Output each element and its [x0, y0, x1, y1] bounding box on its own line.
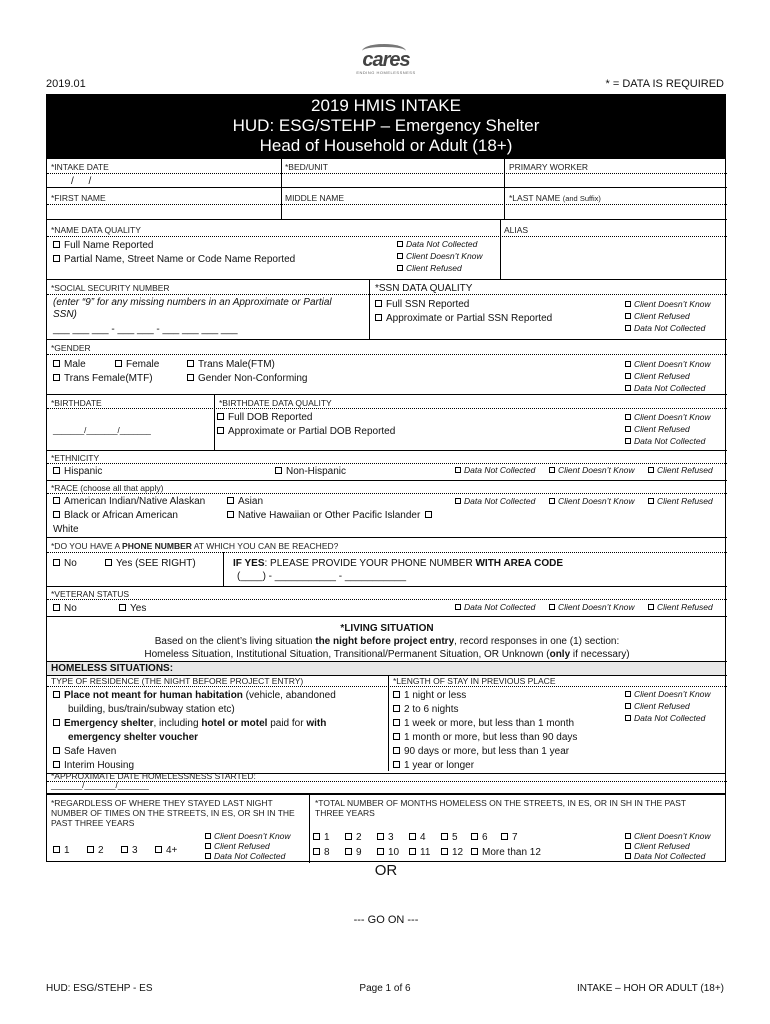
months-option-12[interactable]: 12 [441, 846, 463, 859]
gender-female-option[interactable]: Female [115, 358, 159, 371]
homeless-situations-header: HOMELESS SITUATIONS: [51, 663, 174, 674]
checkbox-icon[interactable] [625, 703, 631, 709]
living-situation-title: *LIVING SITUATION [340, 623, 434, 634]
checkbox-icon[interactable] [625, 385, 631, 391]
required-note: * = DATA IS REQUIRED [605, 78, 724, 90]
checkbox-icon[interactable] [501, 833, 508, 840]
living-situation-intro: Based on the client’s living situation the night before project entry, record responses in one (1) section: [154, 636, 620, 647]
ssn-doesnt-know-option[interactable]: Client Doesn’t Know [625, 298, 711, 310]
ssn-field[interactable]: ___ ___ ___ - ___ ___ - ___ ___ ___ ___ [53, 324, 238, 335]
checkbox-icon[interactable] [53, 691, 60, 698]
checkbox-icon[interactable] [625, 715, 631, 721]
checkbox-icon[interactable] [625, 438, 631, 444]
footer-form-name: INTAKE – HOH OR ADULT (18+) [577, 983, 724, 994]
approx-date-field[interactable]: _______/_______/_______ [51, 781, 149, 790]
checkbox-icon[interactable] [53, 511, 60, 518]
stay-option-3[interactable]: 1 week or more, but less than 1 month [393, 717, 574, 730]
phone-no-option[interactable]: No [53, 557, 77, 570]
birthdate-quality-label: *BIRTHDATE DATA QUALITY [219, 398, 332, 408]
intake-date-field[interactable]: / / [71, 176, 92, 187]
dob-approx-option[interactable]: Approximate or Partial DOB Reported [217, 425, 395, 438]
name-partial-option[interactable]: Partial Name, Street Name or Code Name Reported [53, 253, 295, 266]
months-option-11[interactable]: 11 [409, 846, 430, 859]
veteran-label: *VETERAN STATUS [51, 589, 130, 599]
checkbox-icon[interactable] [313, 848, 320, 855]
checkbox-icon[interactable] [375, 314, 382, 321]
gender-nonconforming-option[interactable]: Gender Non-Conforming [187, 372, 308, 385]
checkbox-icon[interactable] [187, 374, 194, 381]
ssn-quality-label: *SSN DATA QUALITY [375, 283, 473, 294]
stay-option-4[interactable]: 1 month or more, but less than 90 days [393, 731, 577, 744]
checkbox-icon[interactable] [53, 559, 60, 566]
checkbox-icon[interactable] [648, 604, 654, 610]
race-white-option[interactable]: White [53, 524, 79, 535]
checkbox-icon[interactable] [345, 833, 352, 840]
gender-refused-option[interactable]: Client Refused [625, 370, 690, 382]
residence-interim-housing-option[interactable]: Interim Housing [53, 759, 134, 772]
residence-place-not-meant-option[interactable]: Place not meant for human habitation (vehicle, abandoned [53, 689, 336, 702]
checkbox-icon[interactable] [397, 265, 403, 271]
logo-word: cares [362, 49, 410, 71]
checkbox-icon[interactable] [648, 498, 654, 504]
phone-question: *DO YOU HAVE A PHONE NUMBER AT WHICH YOU CAN BE REACHED? [51, 541, 339, 551]
name-full-option[interactable]: Full Name Reported [53, 239, 153, 252]
checkbox-icon[interactable] [53, 467, 60, 474]
checkbox-icon[interactable] [375, 300, 382, 307]
race-hawaiian-option[interactable]: Native Hawaiian or Other Pacific Islander [227, 509, 436, 522]
checkbox-icon[interactable] [377, 848, 384, 855]
residence-emergency-shelter-detail: emergency shelter voucher [68, 732, 199, 743]
veteran-refused-option[interactable]: Client Refused [648, 601, 713, 613]
checkbox-icon[interactable] [53, 255, 60, 262]
veteran-no-option[interactable]: No [53, 602, 77, 615]
checkbox-icon[interactable] [53, 497, 60, 504]
checkbox-icon[interactable] [409, 848, 416, 855]
checkbox-icon[interactable] [115, 360, 122, 367]
times-option-1[interactable]: 1 [53, 844, 70, 857]
form-title-block [46, 94, 726, 158]
checkbox-icon[interactable] [625, 853, 631, 859]
cares-logo [356, 50, 416, 75]
race-doesnt-know-option[interactable]: Client Doesn’t Know [549, 495, 635, 507]
approx-date-label: *APPROXIMATE DATE HOMELESSNESS STARTED: [51, 771, 256, 781]
times-option-3[interactable]: 3 [121, 844, 138, 857]
phone-yes-option[interactable]: Yes (SEE RIGHT) [105, 557, 196, 570]
name-not-collected-option[interactable]: Data Not Collected [397, 238, 477, 250]
months-option-6[interactable]: 6 [471, 831, 488, 844]
months-option-10[interactable]: 10 [377, 846, 399, 859]
form-version: 2019.01 [46, 78, 86, 90]
checkbox-icon[interactable] [393, 733, 400, 740]
checkbox-icon[interactable] [455, 467, 461, 473]
checkbox-icon[interactable] [275, 467, 282, 474]
veteran-not-collected-option[interactable]: Data Not Collected [455, 601, 535, 613]
checkbox-icon[interactable] [119, 604, 126, 611]
living-situation-options: Homeless Situation, Institutional Situation, Transitional/Permanent Situation, OR Unknown (only if necessary) [144, 649, 630, 660]
stay-refused-option[interactable]: Client Refused [625, 700, 690, 712]
times-doesnt-know-option[interactable]: Client Doesn’t Know [205, 830, 291, 842]
checkbox-icon[interactable] [121, 846, 128, 853]
or-separator: OR [374, 862, 398, 879]
gender-label: *GENDER [51, 343, 91, 353]
logo-arc [362, 44, 406, 58]
checkbox-icon[interactable] [187, 360, 194, 367]
checkbox-icon[interactable] [393, 747, 400, 754]
checkbox-icon[interactable] [105, 559, 112, 566]
checkbox-icon[interactable] [455, 498, 461, 504]
alias-label: ALIAS [504, 225, 529, 235]
months-option-7[interactable]: 7 [501, 831, 518, 844]
checkbox-icon[interactable] [549, 604, 555, 610]
months-homeless-label: *TOTAL NUMBER OF MONTHS HOMELESS ON THE STREETS, IN ES, OR IN SH IN THE PAST THREE YEARS [315, 798, 686, 818]
checkbox-icon[interactable] [625, 833, 631, 839]
race-asian-option[interactable]: Asian [227, 495, 263, 508]
ssn-not-collected-option[interactable]: Data Not Collected [625, 322, 705, 334]
times-option-2[interactable]: 2 [87, 844, 104, 857]
homeless-history-section [46, 794, 726, 862]
birthdate-label: *BIRTHDATE [51, 398, 102, 408]
checkbox-icon[interactable] [345, 848, 352, 855]
ssn-instructions: (enter “9” for any missing numbers in an Approximate or Partial SSN) [53, 297, 332, 320]
veteran-doesnt-know-option[interactable]: Client Doesn’t Know [549, 601, 635, 613]
checkbox-icon[interactable] [205, 843, 211, 849]
footer-program: HUD: ESG/STEHP - ES [46, 983, 153, 994]
checkbox-icon[interactable] [227, 497, 234, 504]
name-refused-option[interactable]: Client Refused [397, 262, 462, 274]
months-option-5[interactable]: 5 [441, 831, 458, 844]
gender-male-option[interactable]: Male [53, 358, 86, 371]
months-doesnt-know-option[interactable]: Client Doesn’t Know [625, 830, 711, 842]
primary-worker-label: PRIMARY WORKER [509, 162, 589, 172]
dob-not-collected-option[interactable]: Data Not Collected [625, 435, 705, 447]
checkbox-icon[interactable] [393, 691, 400, 698]
checkbox-icon[interactable] [549, 498, 555, 504]
last-name-label: *LAST NAME (and Suffix) [509, 193, 601, 203]
last-name-field[interactable] [509, 206, 723, 217]
checkbox-icon[interactable] [217, 427, 224, 434]
checkbox-icon[interactable] [393, 719, 400, 726]
first-name-field[interactable] [51, 206, 277, 217]
checkbox-icon[interactable] [625, 301, 631, 307]
ethnicity-non-hispanic-option[interactable]: Non-Hispanic [275, 465, 346, 478]
dob-full-option[interactable]: Full DOB Reported [217, 411, 312, 424]
times-refused-option[interactable]: Client Refused [205, 840, 270, 852]
middle-name-field[interactable] [285, 206, 501, 217]
stay-option-2[interactable]: 2 to 6 nights [393, 703, 458, 716]
months-option-9[interactable]: 9 [345, 846, 362, 859]
checkbox-icon[interactable] [53, 719, 60, 726]
checkbox-icon[interactable] [441, 848, 448, 855]
dob-doesnt-know-option[interactable]: Client Doesn’t Know [625, 411, 711, 423]
length-of-stay-label: *LENGTH OF STAY IN PREVIOUS PLACE [393, 676, 556, 686]
checkbox-icon[interactable] [53, 241, 60, 248]
gender-trans-female-option[interactable]: Trans Female(MTF) [53, 372, 153, 385]
approx-date-section [46, 770, 726, 794]
ethnicity-not-collected-option[interactable]: Data Not Collected [455, 464, 535, 476]
checkbox-icon[interactable] [471, 833, 478, 840]
checkbox-icon[interactable] [397, 253, 403, 259]
checkbox-icon[interactable] [53, 604, 60, 611]
gender-trans-male-option[interactable]: Trans Male(FTM) [187, 358, 275, 371]
ssn-label: *SOCIAL SECURITY NUMBER [51, 283, 170, 293]
stay-not-collected-option[interactable]: Data Not Collected [625, 712, 705, 724]
form-subtitle-scope: Head of Household or Adult (18+) [259, 136, 513, 155]
intake-date-label: *INTAKE DATE [51, 162, 109, 172]
gender-not-collected-option[interactable]: Data Not Collected [625, 382, 705, 394]
phone-number-field[interactable]: (____) - ___________ - ___________ [237, 571, 407, 582]
residence-safe-haven-option[interactable]: Safe Haven [53, 745, 116, 758]
checkbox-icon[interactable] [625, 426, 631, 432]
checkbox-icon[interactable] [227, 511, 234, 518]
ssn-full-option[interactable]: Full SSN Reported [375, 298, 469, 311]
name-doesnt-know-option[interactable]: Client Doesn’t Know [397, 250, 483, 262]
ethnicity-label: *ETHNICITY [51, 453, 100, 463]
veteran-yes-option[interactable]: Yes [119, 602, 146, 615]
ethnicity-doesnt-know-option[interactable]: Client Doesn’t Know [549, 464, 635, 476]
stay-option-6[interactable]: 1 year or longer [393, 759, 474, 772]
checkbox-icon[interactable] [87, 846, 94, 853]
name-quality-label: *NAME DATA QUALITY [51, 225, 141, 235]
checkbox-icon[interactable] [549, 467, 555, 473]
stay-option-1[interactable]: 1 night or less [393, 689, 466, 702]
checkbox-icon[interactable] [53, 761, 60, 768]
checkbox-icon[interactable] [471, 848, 478, 855]
checkbox-icon[interactable] [53, 747, 60, 754]
gender-doesnt-know-option[interactable]: Client Doesn’t Know [625, 358, 711, 370]
months-option-4[interactable]: 4 [409, 831, 426, 844]
dob-refused-option[interactable]: Client Refused [625, 423, 690, 435]
residence-emergency-shelter-option[interactable]: Emergency shelter, including hotel or motel paid for with [53, 717, 326, 730]
checkbox-icon[interactable] [397, 241, 403, 247]
ethnicity-hispanic-option[interactable]: Hispanic [53, 465, 102, 478]
checkbox-icon[interactable] [377, 833, 384, 840]
times-option-4plus[interactable]: 4+ [155, 844, 177, 857]
months-option-8[interactable]: 8 [313, 846, 330, 859]
birthdate-field[interactable]: _______/_______/_______ [53, 426, 151, 435]
residence-type-label: TYPE OF RESIDENCE (THE NIGHT BEFORE PROJECT ENTRY) [51, 676, 304, 686]
race-white-checkbox-icon[interactable] [425, 511, 432, 518]
checkbox-icon[interactable] [313, 833, 320, 840]
ethnicity-refused-option[interactable]: Client Refused [648, 464, 713, 476]
checkbox-icon[interactable] [625, 361, 631, 367]
footer-page-number: Page 1 of 6 [359, 983, 411, 994]
months-option-1[interactable]: 1 [313, 831, 330, 844]
months-refused-option[interactable]: Client Refused [625, 840, 690, 852]
form-title: 2019 HMIS INTAKE [311, 96, 461, 115]
race-label: *RACE (choose all that apply) [51, 483, 164, 493]
checkbox-icon[interactable] [393, 761, 400, 768]
checkbox-icon[interactable] [625, 313, 631, 319]
months-option-more-than-12[interactable]: More than 12 [471, 846, 541, 859]
months-not-collected-option[interactable]: Data Not Collected [625, 850, 705, 862]
checkbox-icon[interactable] [53, 374, 60, 381]
ssn-refused-option[interactable]: Client Refused [625, 310, 690, 322]
months-option-2[interactable]: 2 [345, 831, 362, 844]
stay-doesnt-know-option[interactable]: Client Doesn’t Know [625, 688, 711, 700]
phone-if-yes-instructions: IF YES: PLEASE PROVIDE YOUR PHONE NUMBER WITH AREA CODE [233, 558, 564, 569]
checkbox-icon[interactable] [409, 833, 416, 840]
ssn-approx-option[interactable]: Approximate or Partial SSN Reported [375, 312, 552, 325]
times-homeless-label: *REGARDLESS OF WHERE THEY STAYED LAST NIGHT NUMBER OF TIMES ON THE STREETS, IN ES, OR SH IN THE PAST THREE YEARS [51, 798, 295, 828]
race-native-option[interactable]: American Indian/Native Alaskan [53, 495, 205, 508]
go-on-note: --- GO ON --- [353, 914, 419, 926]
checkbox-icon[interactable] [217, 413, 224, 420]
checkbox-icon[interactable] [441, 833, 448, 840]
race-black-option[interactable]: Black or African American [53, 509, 178, 522]
checkbox-icon[interactable] [625, 843, 631, 849]
checkbox-icon[interactable] [648, 467, 654, 473]
form-subtitle-program: HUD: ESG/STEHP – Emergency Shelter [232, 116, 540, 135]
months-option-3[interactable]: 3 [377, 831, 394, 844]
residence-place-not-meant-detail: building, bus/train/subway station etc) [68, 704, 235, 715]
race-not-collected-option[interactable]: Data Not Collected [455, 495, 535, 507]
times-not-collected-option[interactable]: Data Not Collected [205, 850, 285, 862]
checkbox-icon[interactable] [53, 846, 60, 853]
checkbox-icon[interactable] [155, 846, 162, 853]
checkbox-icon[interactable] [205, 853, 211, 859]
checkbox-icon[interactable] [53, 360, 60, 367]
middle-name-label: MIDDLE NAME [285, 193, 345, 203]
checkbox-icon[interactable] [625, 325, 631, 331]
logo-tagline: ENDING HOMELESSNESS [356, 70, 416, 75]
checkbox-icon[interactable] [625, 414, 631, 420]
checkbox-icon[interactable] [625, 373, 631, 379]
bed-unit-label: *BED/UNIT [285, 162, 328, 172]
race-refused-option[interactable]: Client Refused [648, 495, 713, 507]
intake-form [46, 158, 726, 774]
first-name-label: *FIRST NAME [51, 193, 106, 203]
checkbox-icon[interactable] [393, 705, 400, 712]
checkbox-icon[interactable] [205, 833, 211, 839]
checkbox-icon[interactable] [455, 604, 461, 610]
stay-option-5[interactable]: 90 days or more, but less than 1 year [393, 745, 569, 758]
checkbox-icon[interactable] [625, 691, 631, 697]
